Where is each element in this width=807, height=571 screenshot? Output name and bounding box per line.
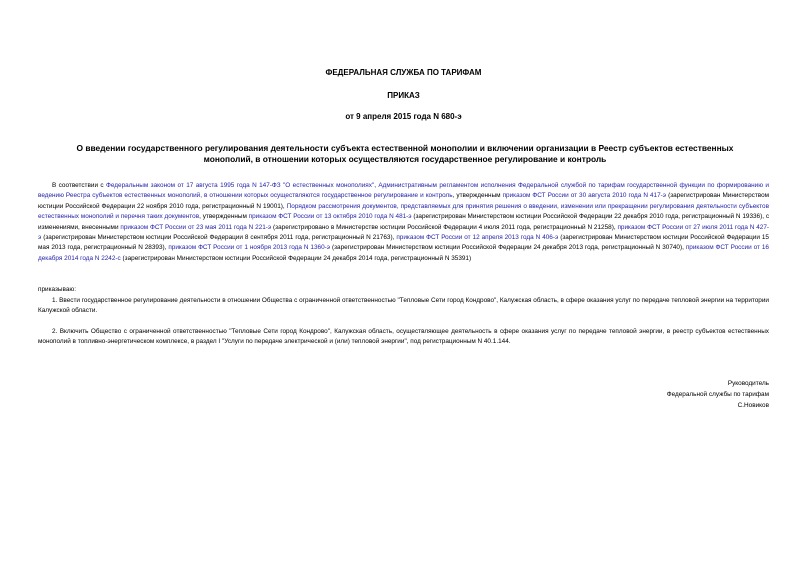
- document-type: ПРИКАЗ: [387, 91, 420, 100]
- order-item-1: 1. Ввести государственное регулирование деятельности в отношении Общества с ограниченной ответственностью "Тепловые Сети город Кондрово", Калужская область, в сфере оказания услуг по передаче тепловой энергии на территории Калужской области.: [38, 297, 769, 315]
- signer-position: Руководитель: [727, 380, 769, 387]
- preamble-text: В соответствии с: [52, 182, 107, 189]
- preamble-text: (зарегистрировано в Министерстве юстиции Российской Федерации 4 июля 2011 года, регистрационный N 21258),: [271, 223, 618, 231]
- document-title: О введении государственного регулирования деятельности субъекта естественной монополии и включении организации в Реестр субъектов естественных монополий, в отношении которых осуществляются государственное регулирование и контроль: [76, 143, 734, 164]
- order-word: приказываю:: [38, 286, 76, 293]
- order-item-2: 2. Включить Общество с ограниченной ответственностью "Тепловые Сети город Кондрово", Калужская область, осуществляющее деятельность в сфере оказания услуг по передаче тепловой энергии, в реестр субъектов естественных монополий в топливно-энергетическом комплексе, в раздел I "Услуги по передаче электрической и (или) тепловой энергии", под регистрационным N 40.1.144.: [38, 328, 769, 346]
- link-order-1360[interactable]: приказом ФСТ России от 1 ноября 2013 года N 1360-э: [168, 244, 331, 252]
- preamble-text: (зарегистрирован Министерством юстиции Российской Федерации 24 декабря 2014 года, регистрационный N 35391): [120, 254, 472, 262]
- link-federal-law-147[interactable]: Федеральным законом от 17 августа 1995 года N 147-ФЗ "О естественных монополиях": [106, 182, 375, 189]
- preamble-text: (зарегистрирован Министерством юстиции Российской Федерации 24 декабря 2013 года, регистрационный N 30740),: [330, 244, 686, 252]
- link-order-417[interactable]: приказом ФСТ России от 30 августа 2010 года N 417-э: [502, 192, 667, 200]
- link-order-406[interactable]: приказом ФСТ России от 12 апреля 2013 года N 406-э: [396, 234, 559, 242]
- signer-name: С.Новиков: [737, 402, 769, 409]
- link-order-481[interactable]: приказом ФСТ России от 13 октября 2010 года N 481-э: [248, 213, 412, 221]
- preamble-text: ,: [374, 182, 379, 189]
- document-date-number: от 9 апреля 2015 года N 680-э: [345, 112, 462, 121]
- preamble-text: , утвержденным: [199, 213, 249, 221]
- link-review-procedure[interactable]: Порядком рассмотрения документов, представляемых для принятия решения о введении, изменении или прекращении регулирования деятельности субъектов естественных монополий и перечня таких документов: [38, 202, 769, 221]
- signer-agency: Федеральной службы по тарифам: [666, 391, 769, 398]
- link-order-221[interactable]: приказом ФСТ России от 23 мая 2011 года N 221-э: [120, 223, 272, 231]
- preamble-text: (зарегистрирован Министерством юстиции Российской Федерации 15 мая 2013 года, регистрационный N 28393),: [38, 234, 769, 252]
- link-admin-regulation[interactable]: Административным регламентом исполнения Федеральной службой по тарифам государственной функции по формированию и ведению Реестра субъектов естественных монополий, в отношении которых осуществляются государственное регулирование и контроль: [38, 182, 769, 200]
- preamble-text: , утвержденным: [452, 192, 503, 200]
- preamble-text: (зарегистрирован Министерством юстиции Российской Федерации 8 сентября 2011 года, регистрационный N 21763),: [41, 234, 397, 242]
- agency-name: ФЕДЕРАЛЬНАЯ СЛУЖБА ПО ТАРИФАМ: [325, 68, 482, 77]
- preamble-text: (зарегистрирован Министерством юстиции Российской Федерации 22 декабря 2010 года, регистрационный N 19336), с изменениями, внесенными: [38, 213, 770, 231]
- link-order-427[interactable]: приказом ФСТ России от 27 июля 2011 года N 427-э: [38, 223, 770, 242]
- preamble-paragraph: [38, 181, 769, 264]
- link-order-2242[interactable]: приказом ФСТ России от 16 декабря 2014 года N 2242-с: [38, 244, 769, 262]
- signature-block: [569, 378, 769, 411]
- preamble-text: (зарегистрирован Министерством юстиции Российской Федерации 22 ноября 2010 года, регистрационный N 19001),: [38, 192, 770, 210]
